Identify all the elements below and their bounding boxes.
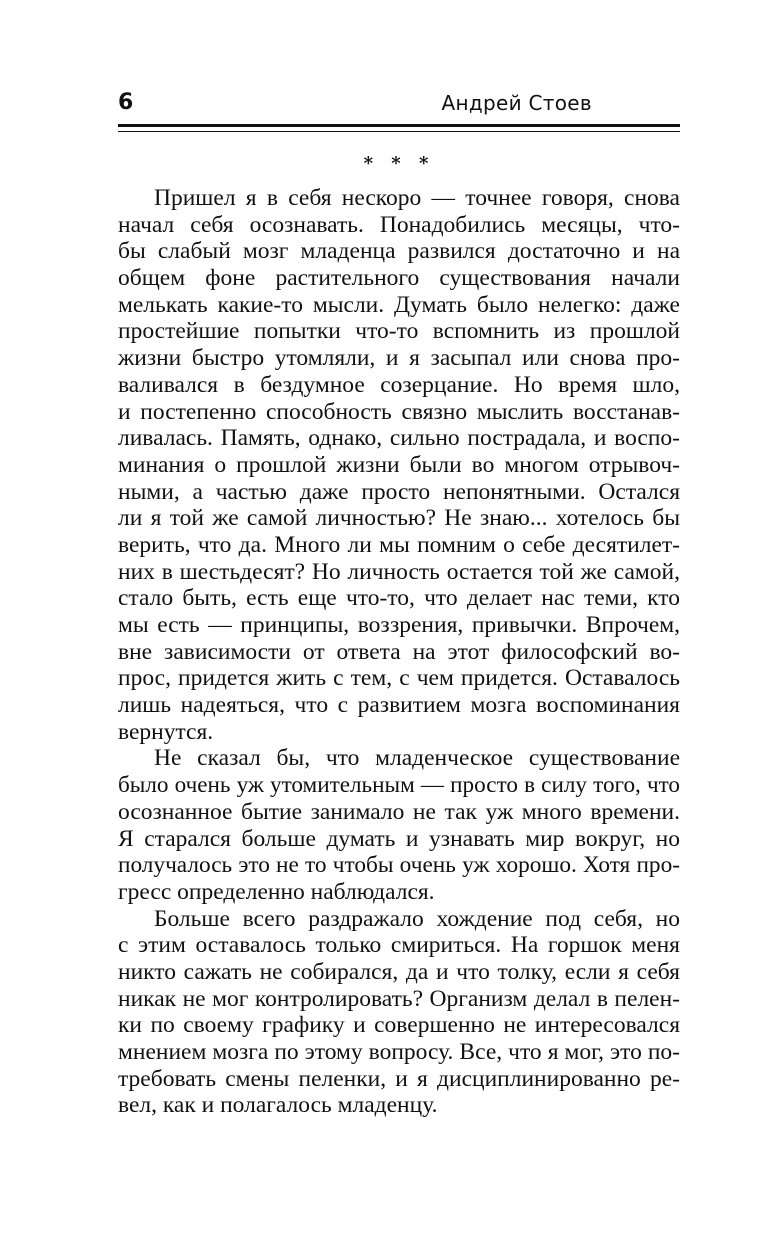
text-line: прос, придется жить с тем, с чем придется. Оставалось xyxy=(118,665,680,692)
text-line: Больше всего раздражало хождение под себя, но xyxy=(154,905,680,932)
text-line: начал себя осознавать. Понадобились месяцы, что- xyxy=(118,211,680,238)
text-line: вернутся. xyxy=(118,718,214,745)
text-line: с этим оставалось только смириться. На горшок меня xyxy=(118,932,680,959)
page-number: 6 xyxy=(118,90,134,115)
text-line: и постепенно способность связно мыслить восстанав- xyxy=(118,398,680,425)
text-line: никто сажать не собирался, да и что толку, если я себя xyxy=(118,958,680,985)
text-line: вне зависимости от ответа на этот философский во- xyxy=(118,638,680,665)
text-line: минания о прошлой жизни были во многом отрывоч- xyxy=(118,451,680,478)
running-head-author: Андрей Стоев xyxy=(441,91,592,115)
text-line: мы есть — принципы, воззрения, привычки. Впрочем, xyxy=(118,612,680,638)
text-line: общем фоне растительного существования начали xyxy=(118,265,680,292)
page-header xyxy=(118,84,680,124)
text-line: Я старался больше думать и узнавать мир вокруг, но xyxy=(118,825,680,852)
text-line: осознанное бытие занимало не так уж много времени. xyxy=(118,798,680,825)
text-line: гресс определенно наблюдался. xyxy=(118,878,435,905)
paragraph xyxy=(118,745,680,905)
text-line: стало быть, есть еще что-то, что делает нас теми, кто xyxy=(118,585,680,612)
text-line: ливалась. Память, однако, сильно пострадала, и воспо- xyxy=(118,425,680,452)
text-line: валивался в бездумное созерцание. Но время шло, xyxy=(118,371,680,398)
text-line: мнением мозга по этому вопросу. Все, что я мог, это по- xyxy=(118,1039,680,1065)
text-line: было очень уж утомительным — просто в силу того, что xyxy=(118,772,680,799)
text-line: жизни быстро утомляли, и я засыпал или снова про- xyxy=(118,345,680,372)
text-line: мелькать какие-то мысли. Думать было нелегко: даже xyxy=(118,291,680,318)
text-line: них в шестьдесят? Но личность остается той же самой, xyxy=(118,558,680,585)
text-line: вел, как и полагалось младенцу. xyxy=(118,1092,438,1119)
body-text xyxy=(118,185,680,1119)
text-line: никак не мог контролировать? Организм делал в пелен- xyxy=(118,985,680,1012)
header-rule-thick xyxy=(118,124,680,127)
paragraph xyxy=(118,906,680,1120)
text-line: ли я той же самой личностью? Не знаю... хотелось бы xyxy=(118,505,680,532)
text-line: верить, что да. Много ли мы помним о себе десятилет- xyxy=(118,531,680,558)
text-line: лишь надеяться, что с развитием мозга воспоминания xyxy=(118,692,680,719)
text-line: получалось это не то чтобы очень уж хорошо. Хотя про- xyxy=(118,852,680,879)
header-rule-thin xyxy=(118,131,680,132)
text-line: ными, а частью даже просто непонятными. Остался xyxy=(118,478,680,505)
text-line: бы слабый мозг младенца развился достаточно и на xyxy=(118,238,680,265)
text-line: простейшие попытки что-то вспомнить из прошлой xyxy=(118,318,680,345)
text-line: ки по своему графику и совершенно не интересовался xyxy=(118,1012,680,1039)
text-line: требовать смены пеленки, и я дисциплинированно ре- xyxy=(118,1065,680,1092)
text-line: Не сказал бы, что младенческое существование xyxy=(154,745,680,772)
section-separator: * * * xyxy=(363,153,435,174)
paragraph xyxy=(118,185,680,745)
text-line: Пришел я в себя нескоро — точнее говоря, снова xyxy=(154,185,680,211)
